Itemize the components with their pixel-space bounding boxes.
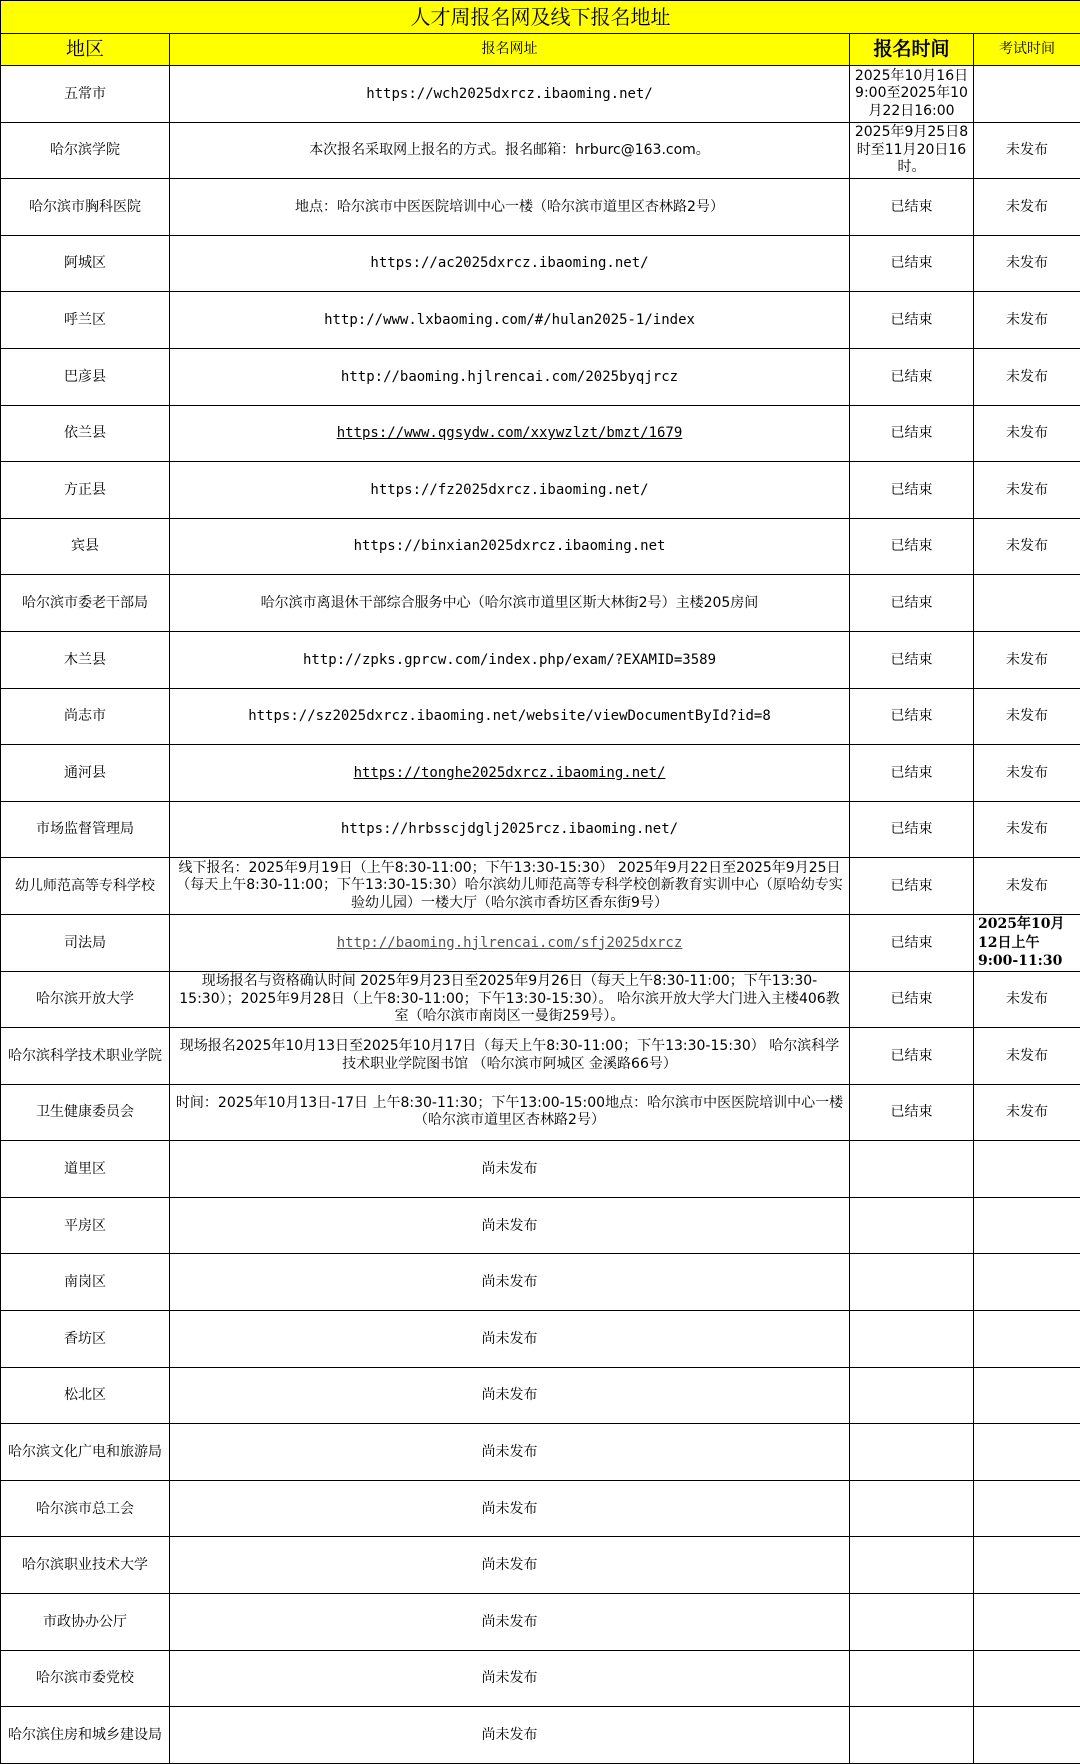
area-cell: 哈尔滨开放大学 — [1, 971, 170, 1028]
registration-time-cell — [850, 1367, 974, 1424]
registration-time-cell: 已结束 — [850, 462, 974, 519]
exam-time-cell: 未发布 — [974, 235, 1080, 292]
exam-time-cell — [974, 1480, 1080, 1537]
registration-time-cell — [850, 1311, 974, 1368]
registration-time-cell: 已结束 — [850, 405, 974, 462]
exam-time-cell: 未发布 — [974, 1084, 1080, 1141]
registration-info-cell: 尚未发布 — [170, 1480, 850, 1537]
title-row — [1, 1, 1080, 34]
registration-url-link[interactable]: http://baoming.hjlrencai.com/sfj2025dxrcz — [170, 914, 850, 971]
header-time: 报名时间 — [850, 34, 974, 66]
exam-time-cell: 2025年10月12日上午9:00-11:30 — [974, 914, 1080, 971]
registration-info-cell: 尚未发布 — [170, 1254, 850, 1311]
area-cell: 尚志市 — [1, 688, 170, 745]
table-row — [1, 348, 1080, 405]
table-row — [1, 801, 1080, 858]
exam-time-cell — [974, 1141, 1080, 1198]
table-row — [1, 575, 1080, 632]
exam-time-cell: 未发布 — [974, 462, 1080, 519]
exam-time-cell: 未发布 — [974, 122, 1080, 179]
exam-time-cell — [974, 1311, 1080, 1368]
registration-time-cell: 2025年9月25日8时至11月20日16时。 — [850, 122, 974, 179]
registration-info-cell: 尚未发布 — [170, 1424, 850, 1481]
registration-info-cell: 时间：2025年10月13日-17日 上午8:30-11:30；下午13:00-15:00地点：哈尔滨市中医医院培训中心一楼（哈尔滨市道里区杏林路2号） — [170, 1084, 850, 1141]
table-row — [1, 1707, 1080, 1764]
exam-time-cell — [974, 1594, 1080, 1651]
registration-time-cell: 已结束 — [850, 1028, 974, 1085]
table-row — [1, 1480, 1080, 1537]
exam-time-cell — [974, 66, 1080, 123]
registration-time-cell: 已结束 — [850, 745, 974, 802]
table-row — [1, 292, 1080, 349]
registration-time-cell — [850, 1424, 974, 1481]
registration-info-cell: 哈尔滨市离退休干部综合服务中心（哈尔滨市道里区斯大林街2号）主楼205房间 — [170, 575, 850, 632]
table-row — [1, 1197, 1080, 1254]
registration-info-cell: 现场报名与资格确认时间 2025年9月23日至2025年9月26日（每天上午8:30-11:00；下午13:30-15:30）；2025年9月28日（上午8:30-11:00；下午13:30-15:30）。 哈尔滨开放大学大门进入主楼406教室（哈尔滨市南岗区一曼街259号）。 — [170, 971, 850, 1028]
registration-time-cell: 2025年10月16日9:00至2025年10月22日16:00 — [850, 66, 974, 123]
exam-time-cell: 未发布 — [974, 1028, 1080, 1085]
exam-time-cell — [974, 1254, 1080, 1311]
exam-time-cell: 未发布 — [974, 801, 1080, 858]
area-cell: 巴彦县 — [1, 348, 170, 405]
area-cell: 宾县 — [1, 518, 170, 575]
registration-url-link[interactable]: http://www.lxbaoming.com/#/hulan2025-1/index — [170, 292, 850, 349]
exam-time-cell: 未发布 — [974, 405, 1080, 462]
registration-info-cell: 尚未发布 — [170, 1311, 850, 1368]
table-row — [1, 66, 1080, 123]
registration-info-cell: 尚未发布 — [170, 1537, 850, 1594]
exam-time-cell: 未发布 — [974, 179, 1080, 236]
area-cell: 哈尔滨市委党校 — [1, 1650, 170, 1707]
registration-time-cell — [850, 1254, 974, 1311]
table-row — [1, 971, 1080, 1028]
header-url: 报名网址 — [170, 34, 850, 66]
registration-time-cell: 已结束 — [850, 348, 974, 405]
registration-info-cell: 尚未发布 — [170, 1650, 850, 1707]
area-cell: 幼儿师范高等专科学校 — [1, 858, 170, 915]
table-row — [1, 179, 1080, 236]
registration-time-cell: 已结束 — [850, 518, 974, 575]
area-cell: 南岗区 — [1, 1254, 170, 1311]
registration-info-cell: 尚未发布 — [170, 1141, 850, 1198]
registration-time-cell: 已结束 — [850, 179, 974, 236]
table-row — [1, 462, 1080, 519]
table-row — [1, 858, 1080, 915]
exam-time-cell: 未发布 — [974, 858, 1080, 915]
exam-time-cell — [974, 1367, 1080, 1424]
area-cell: 哈尔滨科学技术职业学院 — [1, 1028, 170, 1085]
registration-time-cell — [850, 1650, 974, 1707]
registration-info-cell: 本次报名采取网上报名的方式。报名邮箱：hrburc@163.com。 — [170, 122, 850, 179]
area-cell: 香坊区 — [1, 1311, 170, 1368]
exam-time-cell — [974, 1424, 1080, 1481]
registration-url-link[interactable]: https://ac2025dxrcz.ibaoming.net/ — [170, 235, 850, 292]
area-cell: 阿城区 — [1, 235, 170, 292]
registration-time-cell: 已结束 — [850, 858, 974, 915]
area-cell: 五常市 — [1, 66, 170, 123]
area-cell: 通河县 — [1, 745, 170, 802]
table-row — [1, 1650, 1080, 1707]
registration-time-cell: 已结束 — [850, 914, 974, 971]
registration-time-cell: 已结束 — [850, 292, 974, 349]
exam-time-cell — [974, 1197, 1080, 1254]
registration-url-link[interactable]: https://fz2025dxrcz.ibaoming.net/ — [170, 462, 850, 519]
table-row — [1, 235, 1080, 292]
registration-url-link[interactable]: https://www.qgsydw.com/xxywzlzt/bmzt/1679 — [170, 405, 850, 462]
registration-info-cell: 尚未发布 — [170, 1197, 850, 1254]
table-row — [1, 122, 1080, 179]
registration-info-cell: 尚未发布 — [170, 1367, 850, 1424]
area-cell: 哈尔滨职业技术大学 — [1, 1537, 170, 1594]
registration-info-cell: 地点：哈尔滨市中医医院培训中心一楼（哈尔滨市道里区杏林路2号） — [170, 179, 850, 236]
table-row — [1, 745, 1080, 802]
registration-time-cell — [850, 1594, 974, 1651]
registration-time-cell — [850, 1480, 974, 1537]
table-row — [1, 1594, 1080, 1651]
registration-info-cell: 尚未发布 — [170, 1594, 850, 1651]
registration-time-cell: 已结束 — [850, 631, 974, 688]
table-row — [1, 631, 1080, 688]
registration-info-cell: 线下报名：2025年9月19日（上午8:30-11:00；下午13:30-15:30） 2025年9月22日至2025年9月25日（每天上午8:30-11:00；下午13:30-15:30）哈尔滨幼儿师范高等专科学校创新教育实训中心（原哈幼专实验幼儿园）一楼大厅（哈尔滨市香坊区香东街9号） — [170, 858, 850, 915]
exam-time-cell: 未发布 — [974, 688, 1080, 745]
registration-time-cell: 已结束 — [850, 801, 974, 858]
registration-url-link[interactable]: http://zpks.gprcw.com/index.php/exam/?EXAMID=3589 — [170, 631, 850, 688]
area-cell: 司法局 — [1, 914, 170, 971]
header-row — [1, 34, 1080, 66]
area-cell: 哈尔滨文化广电和旅游局 — [1, 1424, 170, 1481]
registration-time-cell — [850, 1537, 974, 1594]
exam-time-cell: 未发布 — [974, 518, 1080, 575]
registration-time-cell: 已结束 — [850, 235, 974, 292]
registration-time-cell: 已结束 — [850, 971, 974, 1028]
table-row — [1, 688, 1080, 745]
table-row — [1, 1367, 1080, 1424]
exam-time-cell — [974, 1707, 1080, 1764]
area-cell: 木兰县 — [1, 631, 170, 688]
exam-time-cell — [974, 1650, 1080, 1707]
exam-time-cell: 未发布 — [974, 631, 1080, 688]
registration-url-link[interactable]: https://binxian2025dxrcz.ibaoming.net — [170, 518, 850, 575]
table-row — [1, 1254, 1080, 1311]
area-cell: 哈尔滨住房和城乡建设局 — [1, 1707, 170, 1764]
area-cell: 松北区 — [1, 1367, 170, 1424]
registration-time-cell — [850, 1141, 974, 1198]
registration-info-cell: 尚未发布 — [170, 1707, 850, 1764]
exam-time-cell — [974, 1537, 1080, 1594]
table-row — [1, 1028, 1080, 1085]
header-area: 地区 — [1, 34, 170, 66]
exam-time-cell: 未发布 — [974, 292, 1080, 349]
area-cell: 哈尔滨学院 — [1, 122, 170, 179]
registration-url-link[interactable]: https://wch2025dxrcz.ibaoming.net/ — [170, 66, 850, 123]
area-cell: 依兰县 — [1, 405, 170, 462]
area-cell: 市政协办公厅 — [1, 1594, 170, 1651]
registration-url-link[interactable]: http://baoming.hjlrencai.com/2025byqjrcz — [170, 348, 850, 405]
registration-time-cell — [850, 1707, 974, 1764]
table-row — [1, 1424, 1080, 1481]
table-row — [1, 1537, 1080, 1594]
area-cell: 卫生健康委员会 — [1, 1084, 170, 1141]
registration-url-link[interactable]: https://tonghe2025dxrcz.ibaoming.net/ — [170, 745, 850, 802]
registration-time-cell — [850, 1197, 974, 1254]
table-row — [1, 518, 1080, 575]
table-row — [1, 1141, 1080, 1198]
registration-info-cell: 现场报名2025年10月13日至2025年10月17日（每天上午8:30-11:00；下午13:30-15:30） 哈尔滨科学技术职业学院图书馆 （哈尔滨市阿城区 金溪路66号） — [170, 1028, 850, 1085]
registration-time-cell: 已结束 — [850, 575, 974, 632]
registration-url-link[interactable]: https://hrbsscjdglj2025rcz.ibaoming.net/ — [170, 801, 850, 858]
registration-time-cell: 已结束 — [850, 688, 974, 745]
area-cell: 哈尔滨市委老干部局 — [1, 575, 170, 632]
table-row — [1, 405, 1080, 462]
table-row — [1, 1084, 1080, 1141]
registration-time-cell: 已结束 — [850, 1084, 974, 1141]
area-cell: 方正县 — [1, 462, 170, 519]
table-row — [1, 1311, 1080, 1368]
table-row — [1, 914, 1080, 971]
exam-time-cell — [974, 575, 1080, 632]
exam-time-cell: 未发布 — [974, 745, 1080, 802]
area-cell: 哈尔滨市胸科医院 — [1, 179, 170, 236]
exam-time-cell: 未发布 — [974, 971, 1080, 1028]
exam-time-cell: 未发布 — [974, 348, 1080, 405]
registration-url-link[interactable]: https://sz2025dxrcz.ibaoming.net/website/viewDocumentById?id=8 — [170, 688, 850, 745]
area-cell: 呼兰区 — [1, 292, 170, 349]
area-cell: 哈尔滨市总工会 — [1, 1480, 170, 1537]
header-exam: 考试时间 — [974, 34, 1080, 66]
area-cell: 平房区 — [1, 1197, 170, 1254]
area-cell: 市场监督管理局 — [1, 801, 170, 858]
table-title: 人才周报名网及线下报名地址 — [1, 1, 1080, 34]
area-cell: 道里区 — [1, 1141, 170, 1198]
